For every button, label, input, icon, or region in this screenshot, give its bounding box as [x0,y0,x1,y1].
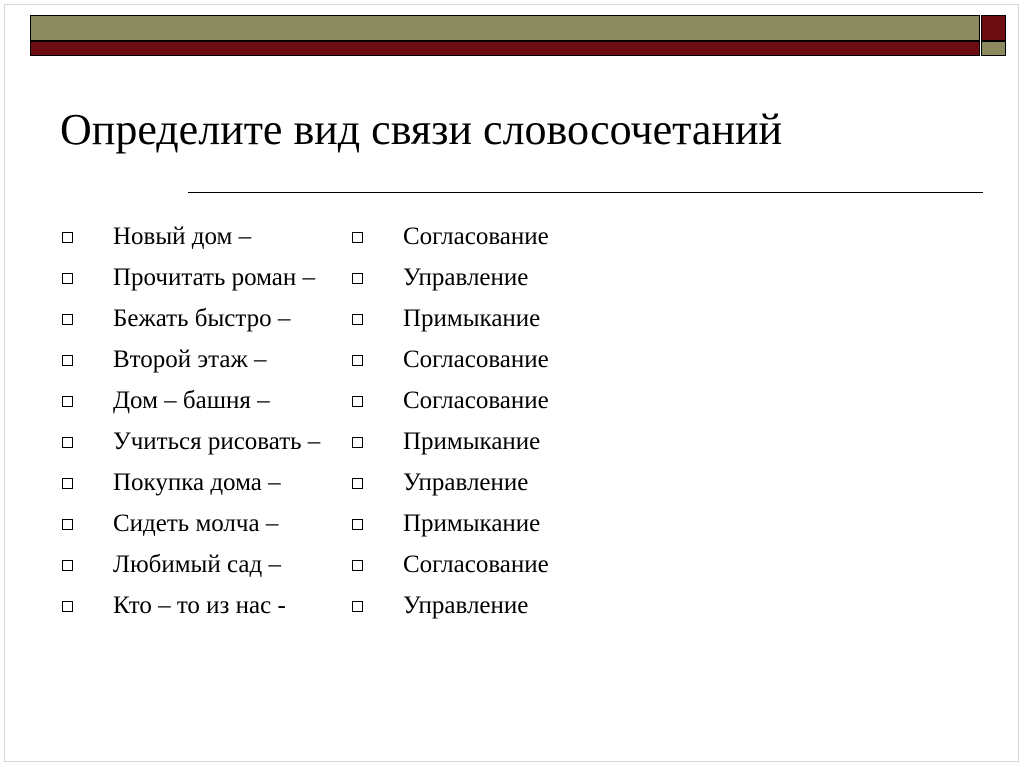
link-type-text: Примыкание [403,510,541,537]
phrase-text: Кто – то из нас - [113,592,286,619]
link-type-text: Управление [403,469,529,496]
phrase-text: Бежать быстро – [113,305,291,332]
square-bullet-icon [62,519,73,530]
link-type-text: Согласование [403,387,549,414]
square-bullet-icon [352,601,363,612]
square-bullet-icon [62,396,73,407]
square-bullet-icon [62,232,73,243]
square-bullet-icon [352,437,363,448]
header-band-maroon [30,41,980,56]
square-bullet-icon [62,560,73,571]
corner-block-maroon [981,15,1006,41]
square-bullet-icon [62,601,73,612]
square-bullet-icon [352,396,363,407]
phrase-text: Учиться рисовать – [113,428,321,455]
link-type-text: Управление [403,264,529,291]
square-bullet-icon [352,273,363,284]
phrase-text: Второй этаж – [113,346,267,373]
link-type-text: Согласование [403,346,549,373]
square-bullet-icon [352,560,363,571]
slide-title: Определите вид связи словосочетаний [60,105,783,154]
square-bullet-icon [352,478,363,489]
square-bullet-icon [352,355,363,366]
square-bullet-icon [62,355,73,366]
phrase-text: Дом – башня – [113,387,270,414]
square-bullet-icon [62,273,73,284]
square-bullet-icon [352,232,363,243]
square-bullet-icon [62,478,73,489]
link-type-text: Согласование [403,551,549,578]
phrase-text: Любимый сад – [113,551,281,578]
square-bullet-icon [352,519,363,530]
title-divider [188,192,983,193]
square-bullet-icon [352,314,363,325]
link-type-text: Согласование [403,223,549,250]
link-type-text: Примыкание [403,428,541,455]
phrase-text: Новый дом – [113,223,252,250]
header-band-olive [30,15,980,41]
phrase-text: Сидеть молча – [113,510,279,537]
square-bullet-icon [62,437,73,448]
phrase-text: Покупка дома – [113,469,281,496]
square-bullet-icon [62,314,73,325]
phrase-text: Прочитать роман – [113,264,316,291]
corner-block-olive [981,41,1006,56]
link-type-text: Управление [403,592,529,619]
link-type-text: Примыкание [403,305,541,332]
